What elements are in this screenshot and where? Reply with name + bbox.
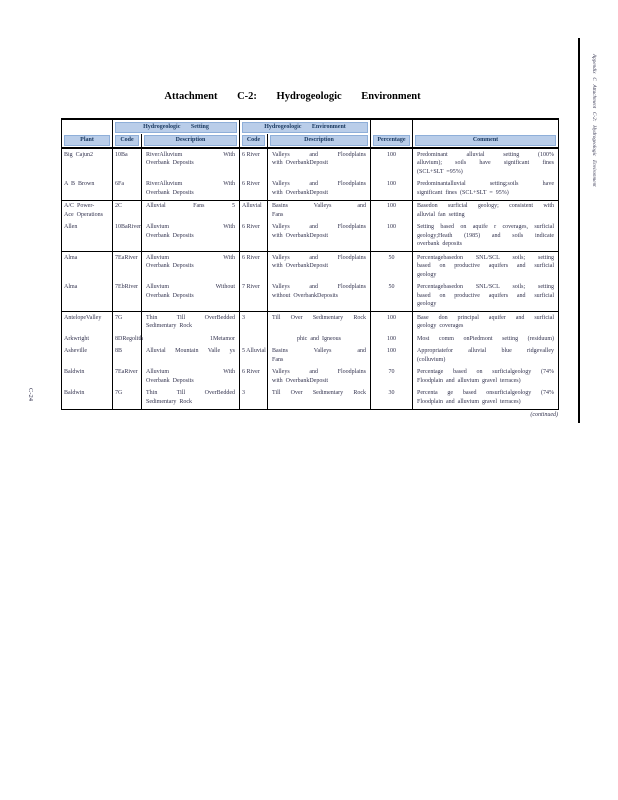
setting-desc-cell [142,200,240,222]
table-header-group-row [62,119,559,134]
cell-line: 100 [387,151,396,158]
cell-line: Overbank Deposits [146,263,194,269]
comment-cell [413,388,559,410]
cell-line: Overbank Deposits [146,377,194,384]
setting-desc-cell [142,222,240,252]
col-header-env-code-label: Code [242,135,265,146]
cell-line: based on productive aquifers and surficial [417,292,554,299]
col-header-env-code [240,134,268,148]
percentage-cell [371,388,413,410]
table-row [62,346,559,367]
cell-line: 100 [387,314,396,321]
cell-line: Basins Valleys and [272,348,366,354]
setting-code-cell [113,333,142,346]
cell-line: 30 [388,390,395,396]
cell-line: 7G [115,390,123,396]
row-group [62,252,559,312]
setting-code-cell [113,388,142,410]
env-desc-cell [268,282,371,312]
cell-line: Floodplain and alluvium gravel terraces) [417,377,521,384]
setting-code-cell [113,312,142,334]
percentage-cell [371,222,413,252]
table-row [62,367,559,388]
cell-line: Overbank Deposits [146,232,194,239]
cell-line: Alluvium With [146,254,235,261]
env-desc-cell [268,148,371,179]
cell-line: Arkwright [64,335,89,342]
col-header-percentage [371,134,413,148]
hydro-table [61,118,559,410]
cell-line: A/C Power- [64,203,95,209]
cell-line: 50 [388,284,395,290]
cell-line: Appropriatefor alluvial blue ridgevalley [417,348,554,354]
cell-line: Valleys and Floodplains [272,369,366,375]
cell-line: with OverbankDeposit [272,263,328,269]
row-group [62,200,559,252]
percentage-cell [371,252,413,282]
cell-line: Most comm onPiedmont setting (residuum) [417,335,554,342]
cell-line: 6Fa [115,181,124,187]
col-header-percentage-label: Percentage [373,135,410,146]
cell-line: Overbank Deposits [146,160,194,166]
plant-cell [62,388,113,410]
setting-desc-cell [142,312,240,334]
cell-line: Valleys and Floodplains [272,254,366,261]
cell-line: Valleys and Floodplains [272,224,366,230]
setting-code-cell [113,179,142,201]
cell-line: Base don principal aquifer and surficial [417,314,554,321]
col-header-env-description-label: Description [270,135,368,146]
cell-line: 7G [115,314,123,321]
setting-code-cell [113,367,142,388]
col-header-plant [62,134,113,148]
comment-cell [413,346,559,367]
header-group-environment-label: Hydrogeologic Environment [242,122,368,133]
env-code-cell [240,200,268,222]
cell-line: Thin Till OverBedded [146,314,235,321]
table-row [62,282,559,312]
cell-line: 10Ba [115,151,128,158]
cell-line: 70 [388,369,395,375]
env-code-cell [240,252,268,282]
plant-cell [62,333,113,346]
cell-line: geology coverages [417,323,464,329]
table-header [62,119,559,148]
env-desc-cell [268,200,371,222]
col-header-setting-description [142,134,240,148]
plant-cell [62,200,113,222]
cell-line: geology;Heath (1985) and soils indicate [417,232,554,239]
cell-line: Asheville [64,348,87,354]
cell-line: Alluvium With [146,224,235,230]
cell-line: Till Over Sedimentary Rock [272,314,366,321]
env-code-cell [240,222,268,252]
setting-desc-cell [142,388,240,410]
env-code-cell [240,333,268,346]
cell-line: 100 [387,335,396,342]
percentage-cell [371,346,413,367]
cell-line: 50 [388,254,395,261]
env-desc-cell [268,222,371,252]
col-header-setting-code-label: Code [115,135,139,146]
cell-line: phic and Igneous [297,335,341,342]
setting-code-cell [113,200,142,222]
env-desc-cell [268,388,371,410]
env-code-cell [240,388,268,410]
setting-desc-cell [142,346,240,367]
header-spacer-percentage [371,119,413,134]
setting-desc-cell [142,367,240,388]
comment-cell [413,222,559,252]
comment-cell [413,333,559,346]
setting-desc-cell [142,179,240,201]
row-group [62,312,559,410]
setting-code-cell [113,148,142,179]
plant-cell [62,282,113,312]
cell-line: 6 River [242,224,260,230]
cell-line: 8DRegolith [115,335,143,342]
comment-cell [413,282,559,312]
env-code-cell [240,282,268,312]
cell-line: Alluvium Without [146,284,235,290]
cell-line: Percenta ge based onsurficialgeology (74% [417,390,554,396]
cell-line: Baldwin [64,390,85,396]
table-header-columns-row [62,134,559,148]
cell-line: (colluvium) [417,356,446,363]
percentage-cell [371,200,413,222]
cell-line: 100 [387,181,396,187]
plant-cell [62,252,113,282]
cell-line: 7 River [242,284,260,290]
cell-line: RiverAlluvium With [146,181,235,187]
cell-line: 6 River [242,369,260,375]
plant-cell [62,312,113,334]
col-header-comment-label: Comment [415,135,556,146]
table-row [62,252,559,282]
env-desc-cell [268,252,371,282]
cell-line: 8B [115,348,123,354]
cell-line: Overbank Deposits [146,292,194,299]
cell-line: AntelopeValley [64,314,102,321]
cell-line: geology [417,301,437,307]
header-group-setting [113,119,240,134]
table-row [62,179,559,201]
percentage-cell [371,282,413,312]
cell-line: 7EaRiver [115,369,138,375]
cell-line: Predominant alluvial setting (100% [417,151,554,158]
plant-cell [62,222,113,252]
cell-line: 6 River [242,181,260,187]
comment-cell [413,312,559,334]
cell-line: 2C [115,203,123,209]
setting-desc-cell [142,148,240,179]
cell-line: Valleys and Floodplains [272,151,366,158]
cell-line: Allen [64,224,78,230]
cell-line: Basins Valleys and [272,203,366,209]
setting-code-cell [113,252,142,282]
env-code-cell [240,148,268,179]
env-desc-cell [268,333,371,346]
env-code-cell [240,179,268,201]
cell-line: alluvium); soils have significant fines [417,160,554,166]
comment-cell [413,148,559,179]
col-header-plant-label: Plant [64,135,110,146]
cell-line: Fans [272,356,284,363]
table-row [62,222,559,252]
cell-line: Alluvial [242,203,262,209]
col-header-comment [413,134,559,148]
cell-line: 100 [387,224,396,230]
cell-line: based on productive aquifers and surficial [417,263,554,269]
margin-rule [578,38,580,423]
page-title: Attachment C-2: Hydrogeologic Environment [164,91,421,102]
plant-cell [62,367,113,388]
col-header-setting-code [113,134,142,148]
header-group-environment [240,119,371,134]
env-code-cell [240,367,268,388]
comment-cell [413,200,559,222]
setting-code-cell [113,346,142,367]
cell-line: Percentagebasedon SNL/SCL soils; setting [417,284,554,290]
cell-line: Thin Till OverBedded [146,390,235,396]
env-desc-cell [268,346,371,367]
col-header-env-description [268,134,371,148]
setting-desc-cell [142,333,240,346]
cell-line: 3 [242,314,245,321]
side-header: Appendix C Attachment C-2: Hydrogeologic Environment [591,54,597,187]
header-spacer-comment [413,119,559,134]
cell-line: Big Cajun2 [64,151,94,158]
cell-line: Alma [64,284,78,290]
cell-line: Sedimentary Rock [146,323,192,329]
cell-line: 100 [387,348,396,354]
cell-line: Fans [272,211,284,218]
cell-line: 6 River [242,254,260,261]
cell-line: Alma [64,254,78,261]
comment-cell [413,367,559,388]
cell-line: 1Metamor [210,335,235,342]
cell-line: Sedimentary Rock [146,398,192,405]
env-code-cell [240,312,268,334]
cell-line: 6 River [242,151,260,158]
comment-cell [413,252,559,282]
table-row [62,333,559,346]
percentage-cell [371,148,413,179]
cell-line: 7EbRiver [115,284,138,290]
cell-line: alluvial fan setting [417,211,465,218]
env-desc-cell [268,312,371,334]
cell-line: with OverbankDeposit [272,160,328,166]
percentage-cell [371,179,413,201]
header-group-setting-label: Hydrogeologic Setting [115,122,237,133]
cell-line: Till Over Sedimentary Rock [272,390,366,396]
setting-code-cell [113,222,142,252]
cell-line: Percentagebasedon SNL/SCL soils; setting [417,254,554,261]
cell-line: with OverbankDeposit [272,189,328,196]
col-header-setting-description-label: Description [144,135,237,146]
table-row [62,388,559,410]
setting-code-cell [113,282,142,312]
page-number: C-24 [27,388,34,401]
cell-line: Overbank Deposits [146,189,194,196]
percentage-cell [371,367,413,388]
cell-line: (SCL+SLT =95%) [417,168,463,175]
cell-line: Floodplain and alluvium gravel terraces) [417,398,521,405]
comment-cell [413,179,559,201]
cell-line: Percentage based on surficialgeology (74% [417,369,554,375]
cell-line: Basedon surficial geology; consistent with [417,203,554,209]
cell-line: without OverbankDeposits [272,292,338,299]
env-desc-cell [268,179,371,201]
cell-line: A B Brown [64,181,95,187]
cell-line: 3 [242,390,245,396]
cell-line: Ace Operations [64,211,103,218]
percentage-cell [371,333,413,346]
cell-line: 7EaRiver [115,254,138,261]
table-row [62,148,559,179]
cell-line: Valleys and Floodplains [272,181,366,187]
cell-line: 100 [387,203,396,209]
table-row [62,312,559,334]
cell-line: overbank deposits [417,241,462,247]
cell-line: with OverbankDeposit [272,232,328,239]
setting-desc-cell [142,252,240,282]
cell-line: Valleys and Floodplains [272,284,366,290]
cell-line: geology [417,271,437,278]
table-wrapper [61,118,558,418]
cell-line: Setting based on aquife r coverages, surficial [417,224,554,230]
cell-line: 5 Alluvial [242,348,266,354]
cell-line: significant fines (SCL+SLT = 95%) [417,189,509,196]
env-desc-cell [268,367,371,388]
plant-cell [62,346,113,367]
cell-line: RiverAlluvium With [146,151,235,158]
cell-line: Predominantalluvial setting;soils have [417,181,554,187]
plant-cell [62,179,113,201]
cell-line: Baldwin [64,369,85,375]
env-code-cell [240,346,268,367]
percentage-cell [371,312,413,334]
row-group [62,148,559,200]
cell-line: with OverbankDeposit [272,377,328,384]
table-row [62,200,559,222]
cell-line: Alluvial Fans 5 [146,203,235,209]
header-spacer-plant [62,119,113,134]
plant-cell [62,148,113,179]
cell-line: Alluvium With [146,369,235,375]
continued-note: (continued) [530,411,558,418]
cell-line: 10BaRiver [115,224,141,230]
setting-desc-cell [142,282,240,312]
cell-line: Alluvial Mountain Valle ys [146,348,235,354]
